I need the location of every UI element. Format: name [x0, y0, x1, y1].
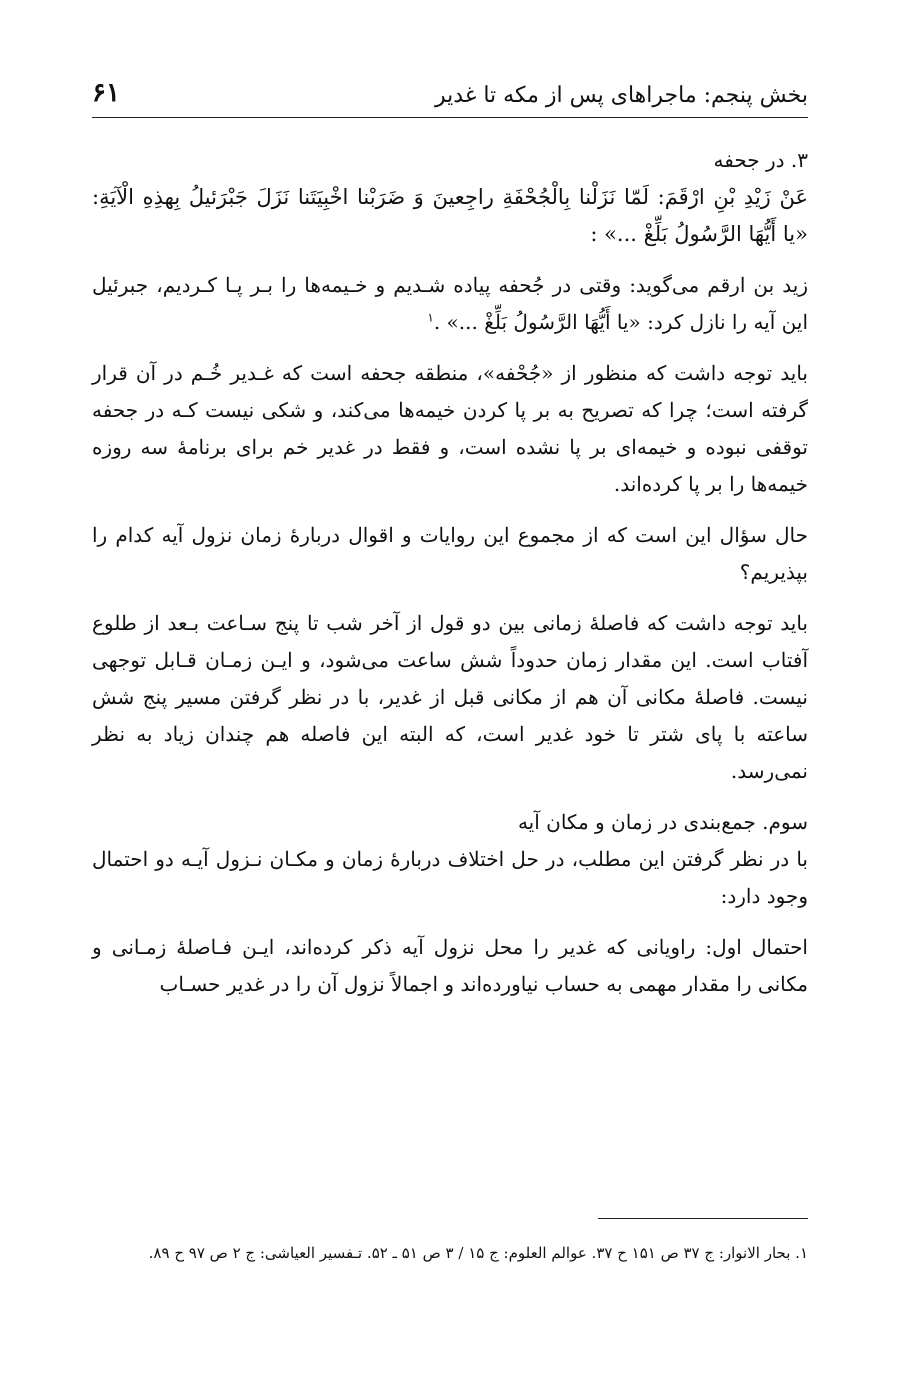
paragraph-text: زید بن ارقم می‌گوید: وقتی در جُحفه پیاده شـدیم و خـیمه‌ها را بـر پـا کـردیم، جبرئیل این آیه را نازل کرد: «یا أَیُّهَا الرَّسُولُ بَلِّغْ ...» .: [92, 273, 809, 334]
paragraph: احتمال اول: راویانی که غدیر را محل نزول آیه ذکر کرده‌اند، ایـن فـاصلهٔ زمـانی و مکانی را مقدار مهمی به حساب نیاورده‌اند و اجمالاً نزول آن را در غدیر حسـاب: [92, 935, 808, 996]
header-divider: [92, 117, 808, 118]
footnote: ۱. بحار الانوار: ج ۳۷ ص ۱۵۱ ح ۳۷. عوالم العلوم: ج ۱۵ / ۳ ص ۵۱ ـ ۵۲. تـفسیر العیاشی: ج ۲ ص ۹۷ ح ۸۹.: [148, 1244, 808, 1262]
paragraph: حال سؤال این است که از مجموع این روایات و اقوال دربارهٔ زمان نزول آیه کدام را بپذیریم؟: [92, 523, 808, 584]
footnote-marker: ۱: [427, 310, 434, 325]
paragraph: [92, 267, 808, 341]
page-number: ۶۱: [92, 78, 120, 108]
arabic-quote: عَنْ زَيْدِ بْنِ ارْقَمَ: لَمّا نَزَلْنا بِالْجُحْفَةِ راجِعينَ وَ ضَرَبْنا اخْبِيَتَنا نَزَلَ جَبْرَئيلُ بِهذِهِ الْآيَةِ: «يا أَيُّهَا الرَّسُولُ بَلِّغْ ...» :: [92, 185, 808, 246]
footnote-divider: [598, 1218, 808, 1219]
paragraph: باید توجه داشت که فاصلهٔ زمانی بین دو قول از آخر شب تا پنج سـاعت بـعد از طلوع آفتاب است. این مقدار زمان حدوداً شش ساعت می‌شود، و ایـن زمـان قـابل توجهی نیست. فاصلهٔ مکانی آن هم از مکانی قبل از غدیر، با در نظر گرفتن مسیر پنج شش ساعته با پای شتر تا خود غدیر است، که البته این فاصله هم چندان زیاد به نظر نمی‌رسد.: [92, 611, 808, 783]
running-title: بخش پنجم: ماجراهای پس از مکه تا غدیر: [435, 83, 808, 108]
page-body: [92, 142, 808, 1017]
section-heading: سوم. جمع‌بندی در زمان و مکان آیه: [517, 810, 808, 834]
paragraph: با در نظر گرفتن این مطلب، در حل اختلاف دربارهٔ زمان و مکـان نـزول آیـه دو احتمال وجود دارد:: [92, 847, 808, 908]
page-header: [92, 68, 808, 108]
paragraph: باید توجه داشت که منظور از «جُحْفه»، منطقه جحفه است که غـدیر خُـم در آن قرار گرفته است؛ چرا که تصریح به بر پا کردن خیمه‌ها می‌کند، و شکی نیست کـه در جحفه توقفی نبوده و خیمه‌ای بر پا نشده است، و فقط در غدیر خم برای برنامهٔ سه روزه خیمه‌ها را بر پا کرده‌اند.: [92, 361, 808, 496]
section-heading: ۳. در جحفه: [713, 148, 808, 172]
